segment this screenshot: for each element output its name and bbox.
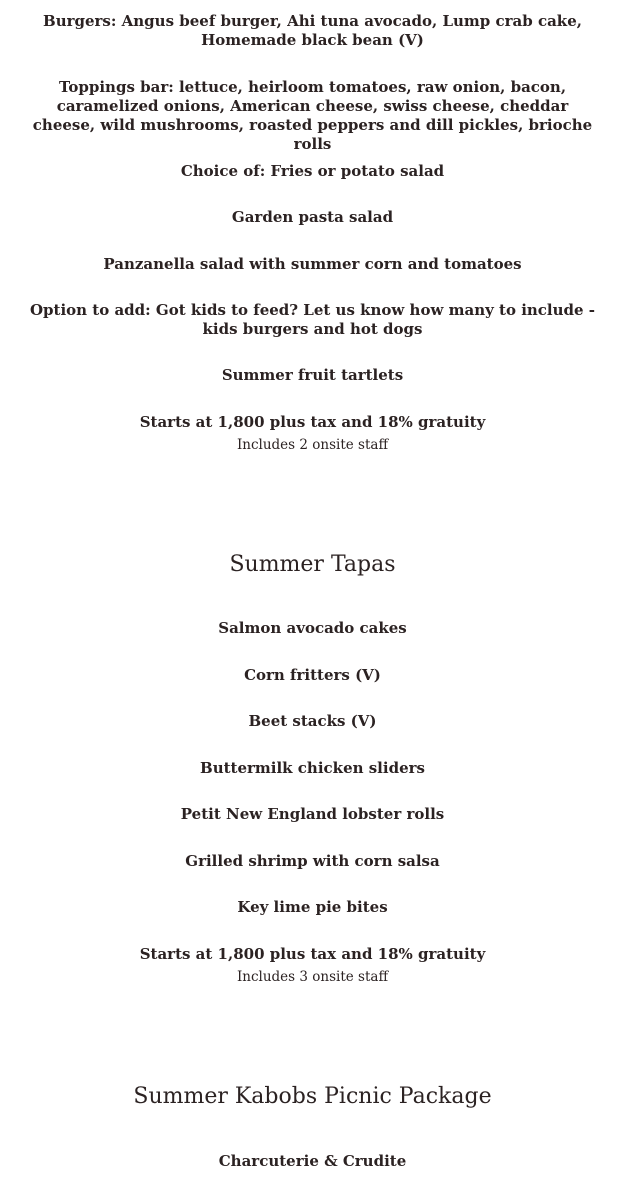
menu-item-key-lime-bites: Key lime pie bites: [237, 898, 388, 916]
menu-item-sides-choice: Choice of: Fries or potato salad: [180, 162, 445, 180]
menu-item-burgers: Burgers: Angus beef burger, Ahi tuna avocado, Lump crab cake, Homemade black bean (V): [43, 12, 582, 49]
menu-item-grilled-shrimp: Grilled shrimp with corn salsa: [185, 852, 440, 870]
menu-item-lobster-rolls: Petit New England lobster rolls: [180, 805, 445, 823]
section-title-summer-kabobs: Summer Kabobs Picnic Package: [133, 1084, 492, 1109]
menu-item-salmon-cakes: Salmon avocado cakes: [218, 619, 407, 637]
package-staff-note: Includes 2 onsite staff: [236, 437, 389, 453]
package-price: Starts at 1,800 plus tax and 18% gratuity: [139, 413, 486, 431]
menu-item-kids-option: Option to add: Got kids to feed? Let us know how many to include - kids burgers and hot dogs: [29, 301, 596, 338]
package-staff-note: Includes 3 onsite staff: [236, 969, 389, 985]
menu-item-chicken-sliders: Buttermilk chicken sliders: [200, 759, 425, 777]
menu-item-corn-fritters: Corn fritters (V): [244, 666, 381, 684]
package-price: Starts at 1,800 plus tax and 18% gratuity: [139, 945, 486, 963]
menu-item-tartlets: Summer fruit tartlets: [221, 366, 404, 384]
menu-item-pasta-salad: Garden pasta salad: [231, 208, 394, 226]
section-title-summer-tapas: Summer Tapas: [229, 552, 396, 577]
menu-item-toppings-bar: Toppings bar: lettuce, heirloom tomatoes, raw onion, bacon, caramelized onions, American cheese, swiss cheese, cheddar cheese, wild mushrooms, roasted peppers and dill pickles, brioche rolls: [32, 78, 593, 153]
menu-item-beet-stacks: Beet stacks (V): [248, 712, 377, 730]
menu-item-charcuterie: Charcuterie & Crudite: [218, 1152, 407, 1170]
menu-item-panzanella: Panzanella salad with summer corn and tomatoes: [103, 255, 522, 273]
